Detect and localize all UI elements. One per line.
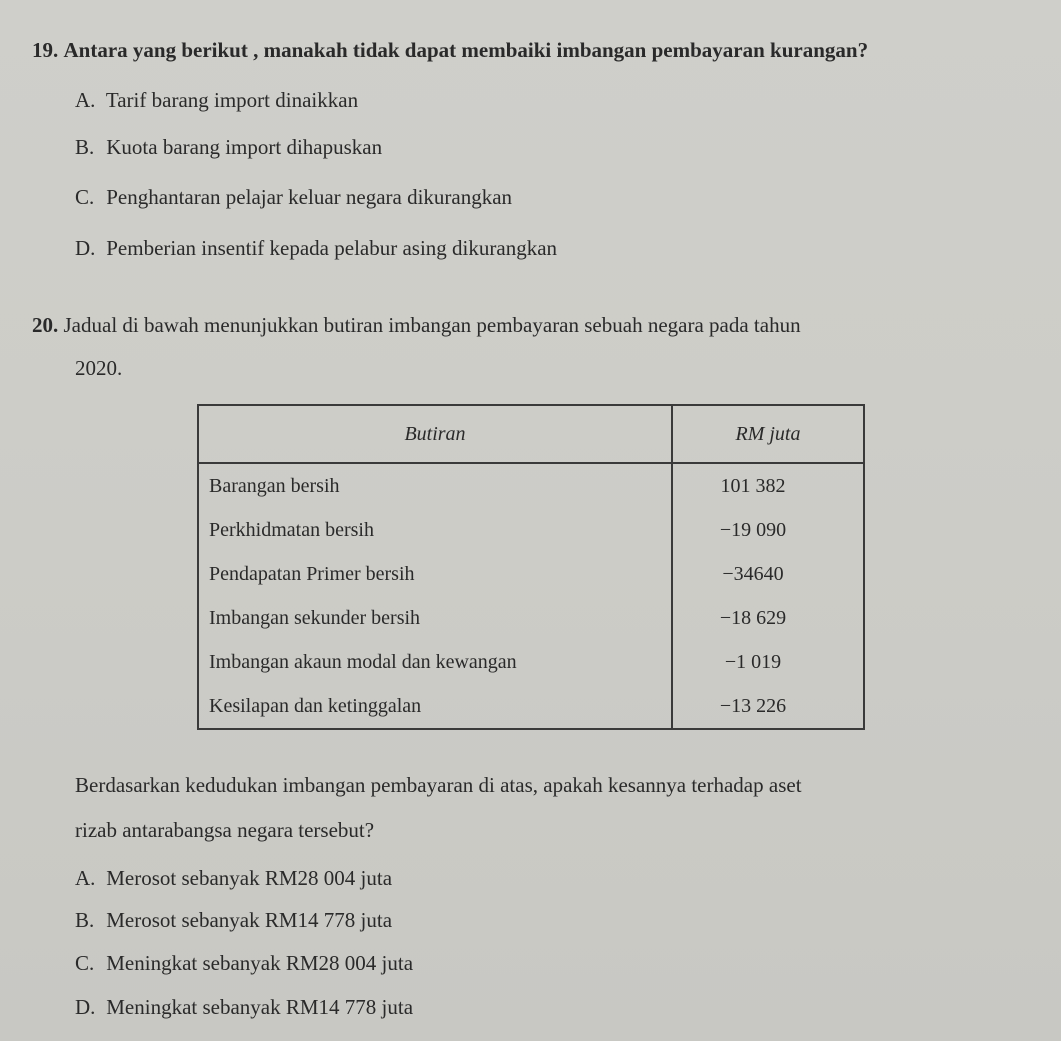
q20-option-b[interactable]: [75, 908, 392, 933]
option-text: Meningkat sebanyak RM14 778 juta: [106, 995, 414, 1019]
option-text: Pemberian insentif kepada pelabur asing dikurangkan: [106, 236, 558, 260]
q20-option-d[interactable]: [75, 995, 413, 1020]
table-header-row: [198, 405, 864, 463]
option-text: Meningkat sebanyak RM28 004 juta: [106, 951, 414, 975]
option-text: Merosot sebanyak RM14 778 juta: [106, 908, 393, 932]
balance-of-payments-table: [197, 404, 865, 730]
table-row: [198, 684, 864, 729]
row-value: −19 090: [672, 508, 864, 552]
table-row: [198, 596, 864, 640]
option-letter: D.: [75, 995, 96, 1019]
q20-stem-line-2: 2020.: [75, 356, 123, 380]
row-item: Imbangan akaun modal dan kewangan: [198, 640, 672, 684]
option-letter: C.: [75, 185, 95, 209]
q20-question-line-2: rizab antarabangsa negara tersebut?: [75, 818, 375, 842]
header-rm-juta: RM juta: [672, 405, 864, 463]
row-value: −18 629: [672, 596, 864, 640]
option-text: Merosot sebanyak RM28 004 juta: [106, 866, 393, 890]
q20-number: 20.: [32, 313, 59, 337]
row-value: −34640: [672, 552, 864, 596]
q20-stem-1: Jadual di bawah menunjukkan butiran imbangan pembayaran sebuah negara pada tahun: [63, 313, 801, 337]
option-letter: C.: [75, 951, 95, 975]
q19-option-d[interactable]: [75, 236, 557, 261]
table-row: [198, 640, 864, 684]
option-text: Kuota barang import dihapuskan: [106, 135, 383, 159]
table-row: [198, 463, 864, 508]
q20-stem-line-1: [32, 313, 801, 338]
option-text: Penghantaran pelajar keluar negara dikurangkan: [106, 185, 513, 209]
option-letter: A.: [75, 88, 96, 112]
table-row: [198, 552, 864, 596]
q19-number: 19.: [32, 38, 59, 62]
row-item: Barangan bersih: [198, 463, 672, 508]
option-text: Tarif barang import dinaikkan: [105, 88, 359, 112]
q20-option-c[interactable]: [75, 951, 413, 976]
row-item: Kesilapan dan ketinggalan: [198, 684, 672, 729]
header-butiran: Butiran: [198, 405, 672, 463]
option-letter: B.: [75, 908, 95, 932]
q19-stem-line: [32, 38, 868, 63]
row-value: 101 382: [672, 463, 864, 508]
q19-option-a[interactable]: [75, 88, 358, 113]
table-row: [198, 508, 864, 552]
option-letter: A.: [75, 866, 96, 890]
option-letter: D.: [75, 236, 96, 260]
q20-option-a[interactable]: [75, 866, 392, 891]
option-letter: B.: [75, 135, 95, 159]
q19-option-c[interactable]: [75, 185, 512, 210]
row-value: −13 226: [672, 684, 864, 729]
q19-option-b[interactable]: [75, 135, 382, 160]
row-item: Imbangan sekunder bersih: [198, 596, 672, 640]
row-item: Perkhidmatan bersih: [198, 508, 672, 552]
q20-question-line-1: Berdasarkan kedudukan imbangan pembayaran di atas, apakah kesannya terhadap aset: [75, 773, 802, 797]
row-item: Pendapatan Primer bersih: [198, 552, 672, 596]
q19-stem: Antara yang berikut , manakah tidak dapat membaiki imbangan pembayaran kurangan?: [63, 38, 869, 62]
row-value: −1 019: [672, 640, 864, 684]
